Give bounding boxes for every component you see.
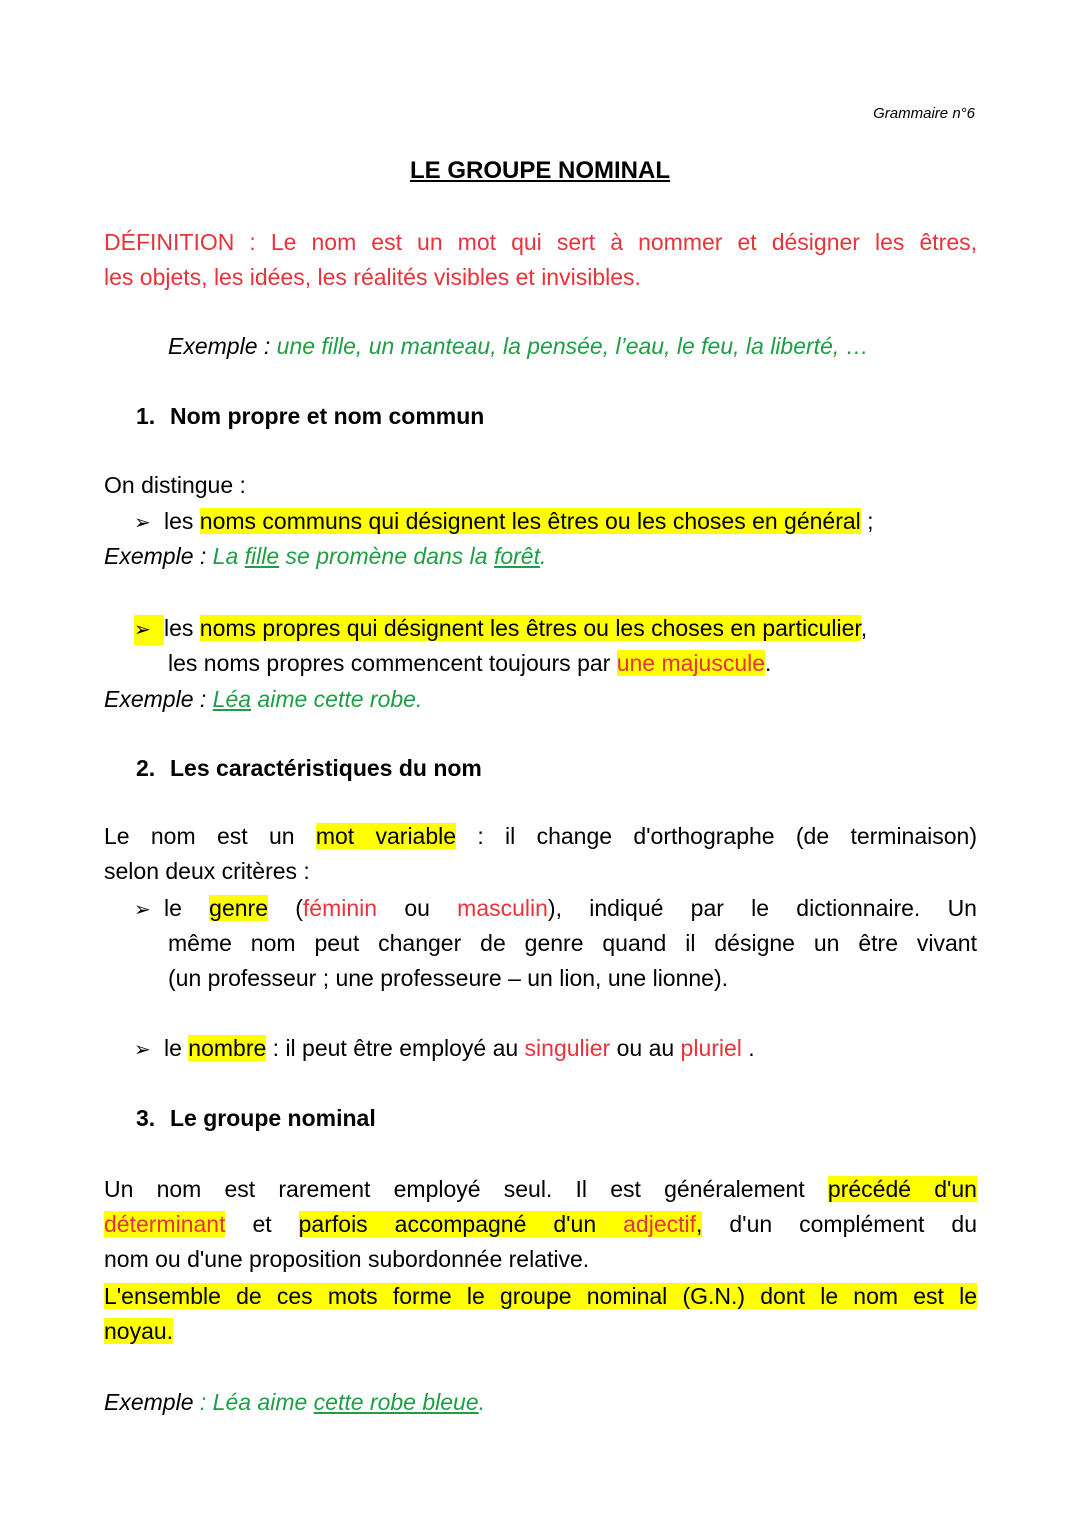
highlight-text: , xyxy=(696,1211,703,1237)
highlight-text: noyau. xyxy=(104,1318,174,1344)
keyword-singulier: singulier xyxy=(524,1035,611,1061)
section-number: 2. xyxy=(136,755,156,781)
item-suffix: . xyxy=(765,650,772,676)
highlight-text: noms propres qui désignent les êtres ou les choses en particulier xyxy=(199,615,861,641)
section-2-heading xyxy=(136,753,482,783)
highlight-text: nombre xyxy=(188,1035,267,1061)
arrow-bullet-icon: ➢ xyxy=(134,899,151,921)
example-label: Exemple : xyxy=(104,686,207,712)
list-item-genre-line-3: (un professeur ; une professeure – un lion, une lionne). xyxy=(168,965,729,991)
item-text: ( xyxy=(267,895,303,921)
paragraph-text: : il change d'orthographe (de terminaison) xyxy=(456,823,977,849)
example-text: Léa aime xyxy=(212,1389,314,1415)
section-2-paragraph-line-1 xyxy=(104,821,977,851)
highlight-text: genre xyxy=(209,895,268,921)
item-text: ou au xyxy=(610,1035,681,1061)
example-noun: fille xyxy=(244,543,280,569)
highlight-text: parfois accompagné d'un xyxy=(298,1211,624,1237)
list-item-nombre xyxy=(134,1033,755,1065)
paragraph-text: et xyxy=(225,1211,299,1237)
example-groupe-nominal xyxy=(104,1387,485,1417)
definition-example xyxy=(168,331,869,361)
example-label: Exemple : xyxy=(104,543,207,569)
definition-line-2: les objets, les idées, les réalités visibles et invisibles. xyxy=(104,264,641,290)
example-separator: : xyxy=(193,1389,213,1415)
section-1-heading xyxy=(136,401,484,431)
example-text: La xyxy=(212,543,245,569)
list-item-noms-propres-line-2 xyxy=(168,648,771,678)
section-3-paragraph-line-3: nom ou d'une proposition subordonnée relative. xyxy=(104,1246,590,1272)
item-prefix: le xyxy=(164,895,210,921)
example-noun: forêt xyxy=(493,543,540,569)
highlight-text: noms communs qui désignent les êtres ou les choses en général xyxy=(199,508,861,534)
example-noms-communs xyxy=(104,541,546,571)
example-noms-propres xyxy=(104,684,422,714)
item-text: ), indiqué par le dictionnaire. Un xyxy=(547,895,977,921)
keyword-feminin: féminin xyxy=(302,895,378,921)
arrow-bullet-icon: ➢ xyxy=(134,512,151,534)
section-number: 3. xyxy=(136,1105,156,1131)
item-prefix: les xyxy=(164,615,194,641)
paragraph-text: Le nom est un xyxy=(104,823,316,849)
keyword-determinant: déterminant xyxy=(104,1211,226,1237)
section-title: Les caractéristiques du nom xyxy=(170,755,482,781)
arrow-bullet-icon: ➢ xyxy=(134,1039,151,1061)
list-item-genre-line-2: même nom peut changer de genre quand il désigne un être vivant xyxy=(168,930,977,956)
section-3-heading xyxy=(136,1103,376,1133)
section-1-intro: On distingue : xyxy=(104,472,246,498)
section-title: Nom propre et nom commun xyxy=(170,403,485,429)
section-number: 1. xyxy=(136,403,156,429)
example-noun: Léa xyxy=(212,686,252,712)
item-text: . xyxy=(741,1035,755,1061)
example-label: Exemple : xyxy=(168,333,271,359)
section-3-summary-line-2 xyxy=(104,1316,173,1346)
highlight-text: une majuscule xyxy=(616,650,766,676)
highlight-text: précédé d'un xyxy=(827,1176,977,1202)
example-text: se promène dans la xyxy=(279,543,494,569)
example-text: une fille, un manteau, la pensée, l’eau, le feu, la liberté, … xyxy=(276,333,869,359)
highlight-text: L'ensemble de ces mots forme le groupe nominal (G.N.) dont le nom est le xyxy=(104,1283,977,1309)
item-prefix: le xyxy=(164,1035,189,1061)
example-label: Exemple xyxy=(104,1389,194,1415)
example-groupe: cette robe bleue xyxy=(313,1389,479,1415)
paragraph-text: Un nom est rarement employé seul. Il est généralement xyxy=(104,1176,828,1202)
section-3-summary-line-1 xyxy=(104,1281,977,1311)
page-title: LE GROUPE NOMINAL xyxy=(409,157,670,184)
item-prefix: les xyxy=(164,508,194,534)
keyword-masculin: masculin xyxy=(457,895,548,921)
example-text: . xyxy=(539,543,547,569)
list-item-genre xyxy=(134,893,977,925)
document-reference: Grammaire n°6 xyxy=(873,105,975,122)
section-2-paragraph-line-2: selon deux critères : xyxy=(104,858,310,884)
definition-line-1: DÉFINITION : Le nom est un mot qui sert à nommer et désigner les êtres, xyxy=(104,229,977,255)
paragraph-text: d'un complément du xyxy=(702,1211,977,1237)
section-title: Le groupe nominal xyxy=(170,1105,376,1131)
example-text: . xyxy=(478,1389,486,1415)
keyword-pluriel: pluriel xyxy=(680,1035,742,1061)
item-text: ou xyxy=(377,895,458,921)
highlight-text: mot variable xyxy=(315,823,457,849)
item-text: les noms propres commencent toujours par xyxy=(168,650,617,676)
item-text: : il peut être employé au xyxy=(266,1035,525,1061)
item-suffix: ; xyxy=(860,508,874,534)
example-text: aime cette robe. xyxy=(251,686,423,712)
list-item-noms-communs xyxy=(134,506,874,538)
section-3-paragraph-line-2 xyxy=(104,1209,977,1239)
item-suffix: , xyxy=(860,615,868,641)
arrow-bullet-icon: ➢ xyxy=(134,615,164,645)
keyword-adjectif: adjectif xyxy=(623,1211,696,1237)
list-item-noms-propres xyxy=(134,613,868,645)
section-3-paragraph-line-1 xyxy=(104,1174,977,1204)
